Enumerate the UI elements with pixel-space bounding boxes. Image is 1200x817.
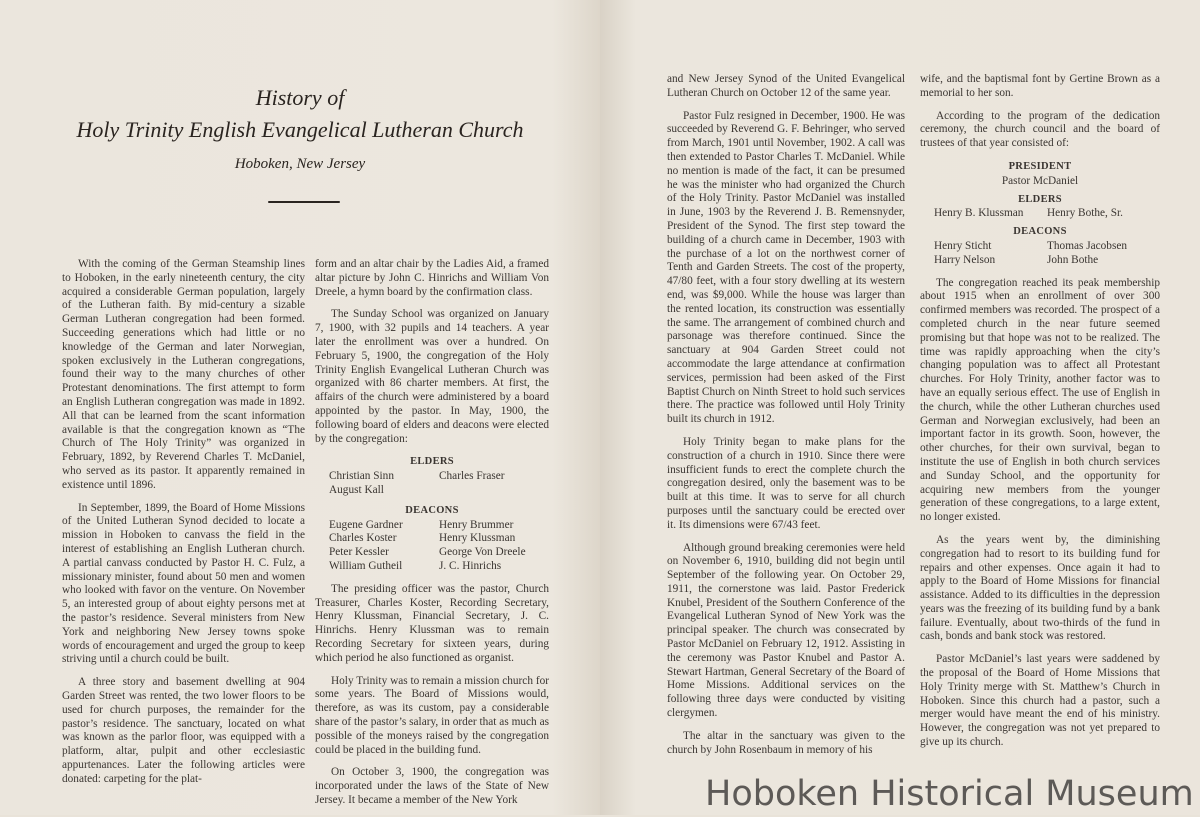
paragraph: As the years went by, the diminishing congregation had to resort to its building fund for repairs and other expenses. Once again it had to apply to the Board of Home Missions for financial assistance. Added to its difficulties in the depression years was the freezing of its building fund by a bank failure. Eventually, about two-thirds of the fund in cash, bonds and bank stock was restored. bbox=[920, 533, 1160, 643]
title-divider bbox=[268, 201, 340, 203]
deacons-heading: DEACONS bbox=[1013, 226, 1067, 238]
elders-list-1900 bbox=[315, 455, 549, 573]
paragraph: Although ground breaking ceremonies were held on November 6, 1910, building did not begin until September of the following year. On October 29, 1911, the cornerstone was laid. Pastor Frederick Knubel, President of the Southern Conference of the Evangelical Lutheran Synod of New York was the principal speaker. The church was consecrated by Pastor McDaniel on February 12, 1912. Assisting in the ceremony was Pastor Knubel and Pastor A. Stewart Hartman, General Secretary of the Board of Home Missions. Additional services on the following three days were conducted by visiting clergymen. bbox=[667, 541, 905, 720]
paragraph: On October 3, 1900, the congregation was incorporated under the laws of the State of New Jersey. It became a member of the New York bbox=[315, 766, 549, 806]
deacon-name: Eugene Gardner bbox=[329, 518, 403, 531]
elder-name: Charles Fraser bbox=[439, 470, 505, 483]
column-4 bbox=[920, 73, 1160, 759]
deacon-name: Henry Klussman bbox=[439, 532, 516, 545]
elders-heading: ELDERS bbox=[410, 456, 454, 468]
museum-watermark: Hoboken Historical Museum bbox=[705, 774, 1194, 814]
left-page bbox=[0, 0, 600, 815]
deacon-name: John Bothe bbox=[1047, 253, 1099, 266]
church-council-list bbox=[920, 160, 1160, 268]
paragraph: Pastor Fulz resigned in December, 1900. He was succeeded by Reverend G. F. Behringer, who served from March, 1901 until November, 1902. A call was then extended to Pastor Charles T. McDaniel. While no mention is made of the fact, it can be presumed he was the minister who had organized the Church of the Holy Trinity. Pastor McDaniel was installed in June, 1903 by the Reverend J. B. Remensnyder, President of the Synod. The first step toward the building of a church came in December, 1903 with the purchase of a lot on the northwest corner of Tenth and Garden Streets. The cost of the property, 47/80 feet, with a four story dwelling at its western end, was $9,000. While the house was larger than the rented location, its construction was essentially the same. The arrangement of combined church and parsonage was therefore continued. Since the sanctuary at 904 Garden Street could not accommodate the large attendance at confirmation services, permission had been asked of the First Baptist Church on Ninth Street to hold such services there. The practice was followed until Holy Trinity built its church in 1912. bbox=[667, 109, 905, 426]
title-location: Hoboken, New Jersey bbox=[234, 156, 366, 172]
deacon-name: George Von Dreele bbox=[439, 546, 526, 559]
deacon-name: Peter Kessler bbox=[329, 546, 389, 559]
column-1 bbox=[62, 258, 305, 795]
paragraph: form and an altar chair by the Ladies Aid, a framed altar picture by John C. Hinrichs and William Von Dreele, a hymn board by the confirmation class. bbox=[315, 258, 549, 298]
elder-name: Christian Sinn bbox=[329, 470, 394, 483]
deacon-name: William Gutheil bbox=[329, 559, 403, 572]
column-2 bbox=[315, 258, 549, 817]
president-name: Pastor McDaniel bbox=[1001, 174, 1079, 187]
deacon-name: Henry Brummer bbox=[439, 518, 514, 531]
deacon-name: Thomas Jacobsen bbox=[1047, 239, 1127, 252]
elder-name: Henry B. Klussman bbox=[934, 207, 1024, 220]
paragraph: and New Jersey Synod of the United Evangelical Lutheran Church on October 12 of the same year. bbox=[667, 73, 905, 99]
deacon-name: Charles Koster bbox=[329, 532, 397, 545]
paragraph: The altar in the sanctuary was given to the church by John Rosenbaum in memory of his bbox=[667, 729, 905, 756]
deacon-name: J. C. Hinrichs bbox=[439, 559, 502, 572]
column-3 bbox=[667, 73, 905, 766]
paragraph: The presiding officer was the pastor, Church Treasurer, Charles Koster, Recording Secretary, Henry Klussman, Financial Secretary, J. C. Hinrichs. Henry Klussman was to remain Recording Secretary for sixteen years, during which period he also functioned as organist. bbox=[315, 582, 549, 664]
deacon-name: Henry Sticht bbox=[934, 239, 992, 252]
elders-heading: ELDERS bbox=[1018, 193, 1062, 205]
deacon-name: Harry Nelson bbox=[934, 253, 996, 266]
paragraph: In September, 1899, the Board of Home Missions of the United Lutheran Synod decided to locate a mission in Hoboken to canvass the field in the interest of establishing an English Lutheran church. A partial canvass conducted by Pastor H. C. Fulz, a missionary minister, found about 50 men and women who looked with favor on the venture. On November 5, an interested group of about eighty persons met at the pastor’s residence. Several ministers from New York and neighboring New Jersey towns spoke words of encouragement and urged the group to keep striving until a church could be built. bbox=[62, 501, 305, 666]
paragraph: Holy Trinity was to remain a mission church for some years. The Board of Missions would, therefore, as was its custom, pay a considerable share of the pastor’s salary, in order that as much as possible of the moneys raised by the congregation could be placed in the building fund. bbox=[315, 674, 549, 756]
paragraph: Holy Trinity began to make plans for the construction of a church in 1910. Since there were insufficient funds to erect the complete church the congregation desired, only the basement was to be built at this time. It was to serve for all church purposes until the sanctuary could be erected over it. Its dimensions were 67/43 feet. bbox=[667, 435, 905, 531]
title-church-name: Holy Trinity English Evangelical Lutheran Church bbox=[76, 117, 524, 142]
elder-name: August Kall bbox=[329, 483, 384, 496]
paragraph: The congregation reached its peak membership about 1915 when an enrollment of over 300 confirmed members was recorded. The prospect of a completed church in the near future seemed promising but that hope was not to be realized. The time was rapidly approaching when the city’s changing population was to affect all Protestant churches. For Holy Trinity, another factor was to have an equally serious effect. The use of English in the church, while the other Lutheran churches used German and Norwegian exclusively, had been an important factor in its growth. Soon, however, the other churches, for their own survival, began to institute the use of English in both church services and Sunday School, and the opportunity for acquiring new members from the younger generation of these congregations, to a large extent, no longer existed. bbox=[920, 276, 1160, 524]
president-heading: PRESIDENT bbox=[1008, 160, 1072, 172]
paragraph: Pastor McDaniel’s last years were saddened by the proposal of the Board of Home Missions that Holy Trinity merge with St. Matthew’s Church in Hoboken. Since this church had a pastor, such a merger would have meant the end of his ministry. However, the congregation was not yet prepared to give up its church. bbox=[920, 653, 1160, 749]
deacons-heading: DEACONS bbox=[405, 504, 459, 516]
paragraph: A three story and basement dwelling at 904 Garden Street was rented, the two lower floors to be used for church purposes, the remainder for the pastor’s residence. The sanctuary, located on what was known as the parlor floor, was equipped with a platform, altar, pulpit and other ecclesiastic appurtenances. Later the following articles were donated: carpeting for the plat- bbox=[62, 676, 305, 785]
elder-name: Henry Bothe, Sr. bbox=[1047, 207, 1123, 220]
paragraph: The Sunday School was organized on January 7, 1900, with 32 pupils and 14 teachers. A year later the enrollment was over a hundred. On February 5, 1900, the congregation of the Holy Trinity English Evangelical Lutheran Church was organized with 86 charter members. At first, the affairs of the church were administered by a board appointed by the pastor. In May, 1900, the following board of elders and deacons were elected by the congregation: bbox=[315, 308, 549, 445]
paragraph: wife, and the baptismal font by Gertine Brown as a memorial to her son. bbox=[920, 73, 1160, 99]
title-line-1: History of bbox=[255, 85, 345, 110]
paragraph: According to the program of the dedication ceremony, the church council and the board of trustees of that year consisted of: bbox=[920, 109, 1160, 150]
right-page bbox=[600, 0, 1200, 815]
paragraph: With the coming of the German Steamship lines to Hoboken, in the early nineteenth century, the city acquired a considerable German population, largely of the Lutheran faith. By mid-century a sizable German Lutheran congregation had been formed. Succeeding generations which had little or no knowledge of the German and later Norwegian, spoken exclusively in the Lutheran congregations, found their way to the many churches of other Protestant denominations. The first attempt to form an English Lutheran congregation was made in 1892. All that can be learned from the scant information available is that the congregation known as “The Church of The Holy Trinity” was organized in February, 1892, by Reverend Charles T. McDaniel, who served as its pastor. It apparently remained in existence until 1896. bbox=[62, 258, 305, 491]
